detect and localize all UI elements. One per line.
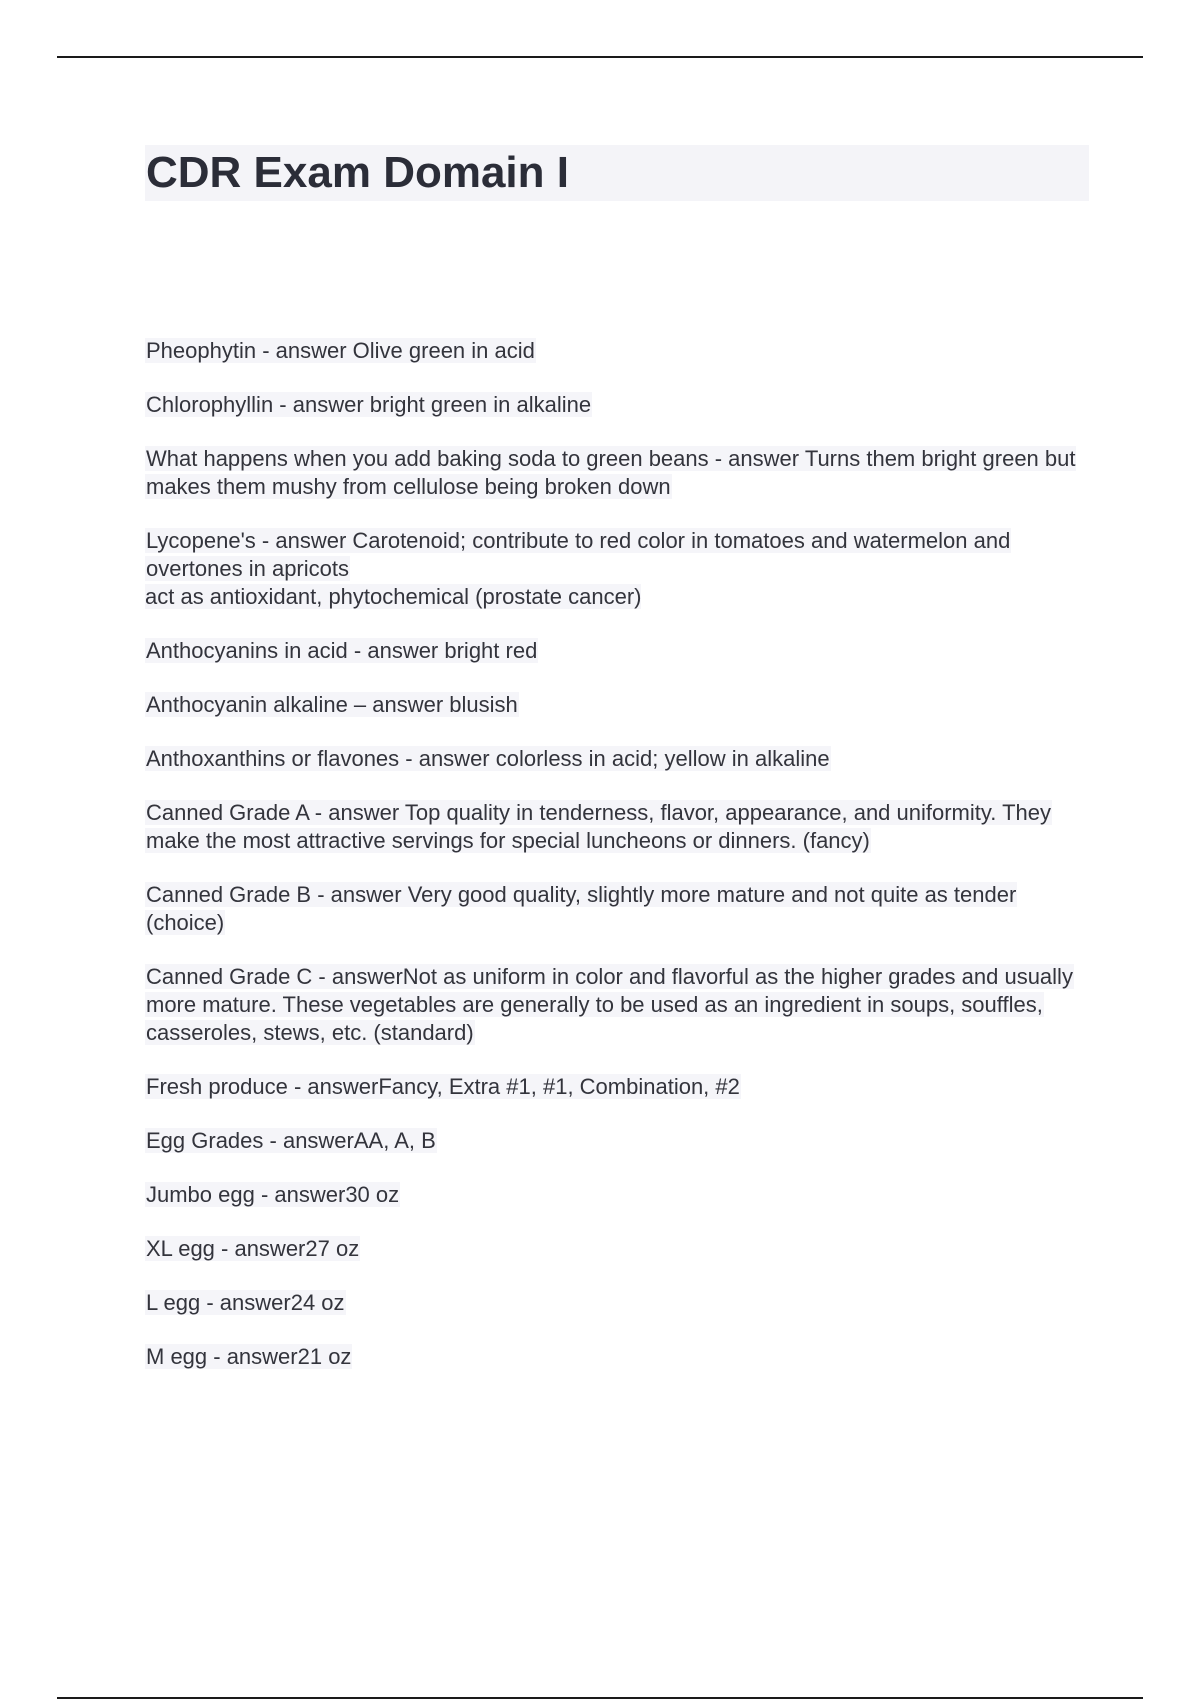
qa-text: Chlorophyllin - answer bright green in alkaline (146, 392, 592, 417)
qa-item-l-egg (145, 1289, 1095, 1317)
qa-item-pheophytin (145, 337, 1095, 365)
top-rule (57, 56, 1143, 58)
qa-item-egg-grades (145, 1127, 1095, 1155)
qa-text: Lycopene's - answer Carotenoid; contribute to red color in tomatoes and watermelon and overtones in apricots (146, 528, 1011, 581)
qa-text: Canned Grade C - answerNot as uniform in color and flavorful as the higher grades and usually more mature. These vegetables are generally to be used as an ingredient in soups, souffles, casseroles, stews, etc. (standard) (146, 964, 1073, 1045)
qa-text: M egg - answer21 oz (146, 1344, 352, 1369)
qa-item-canned-grade-b (145, 881, 1095, 937)
qa-text: Anthocyanin alkaline – answer blusish (146, 692, 518, 717)
qa-text: Anthoxanthins or flavones - answer colorless in acid; yellow in alkaline (146, 746, 830, 771)
qa-text-continuation: act as antioxidant, phytochemical (prostate cancer) (145, 584, 642, 609)
qa-text: Canned Grade B - answer Very good quality, slightly more mature and not quite as tender (choice) (146, 882, 1017, 935)
qa-item-canned-grade-a (145, 799, 1095, 855)
qa-text: Canned Grade A - answer Top quality in tenderness, flavor, appearance, and uniformity. They make the most attractive servings for special luncheons or dinners. (fancy) (146, 800, 1051, 853)
page-title: CDR Exam Domain I (146, 148, 569, 197)
qa-item-chlorophyllin (145, 391, 1095, 419)
qa-item-anthoxanthins (145, 745, 1095, 773)
qa-item-canned-grade-c (145, 963, 1095, 1047)
qa-item-anthocyanin-alkaline (145, 691, 1095, 719)
qa-item-m-egg (145, 1343, 1095, 1371)
qa-text: What happens when you add baking soda to green beans - answer Turns them bright green but makes them mushy from cellulose being broken down (146, 446, 1076, 499)
qa-text: Fresh produce - answerFancy, Extra #1, #1, Combination, #2 (146, 1074, 740, 1099)
qa-item-baking-soda (145, 445, 1095, 501)
qa-text: Anthocyanins in acid - answer bright red (146, 638, 538, 663)
qa-list (145, 337, 1095, 1397)
qa-item-xl-egg (145, 1235, 1095, 1263)
qa-item-fresh-produce (145, 1073, 1095, 1101)
qa-text: L egg - answer24 oz (146, 1290, 345, 1315)
qa-text: Jumbo egg - answer30 oz (146, 1182, 400, 1207)
qa-item-anthocyanins-acid (145, 637, 1095, 665)
bottom-rule (57, 1697, 1143, 1699)
qa-text: Pheophytin - answer Olive green in acid (146, 338, 535, 363)
qa-item-lycopene (145, 527, 1095, 611)
qa-text: Egg Grades - answerAA, A, B (146, 1128, 436, 1153)
qa-text: XL egg - answer27 oz (146, 1236, 360, 1261)
qa-item-jumbo-egg (145, 1181, 1095, 1209)
